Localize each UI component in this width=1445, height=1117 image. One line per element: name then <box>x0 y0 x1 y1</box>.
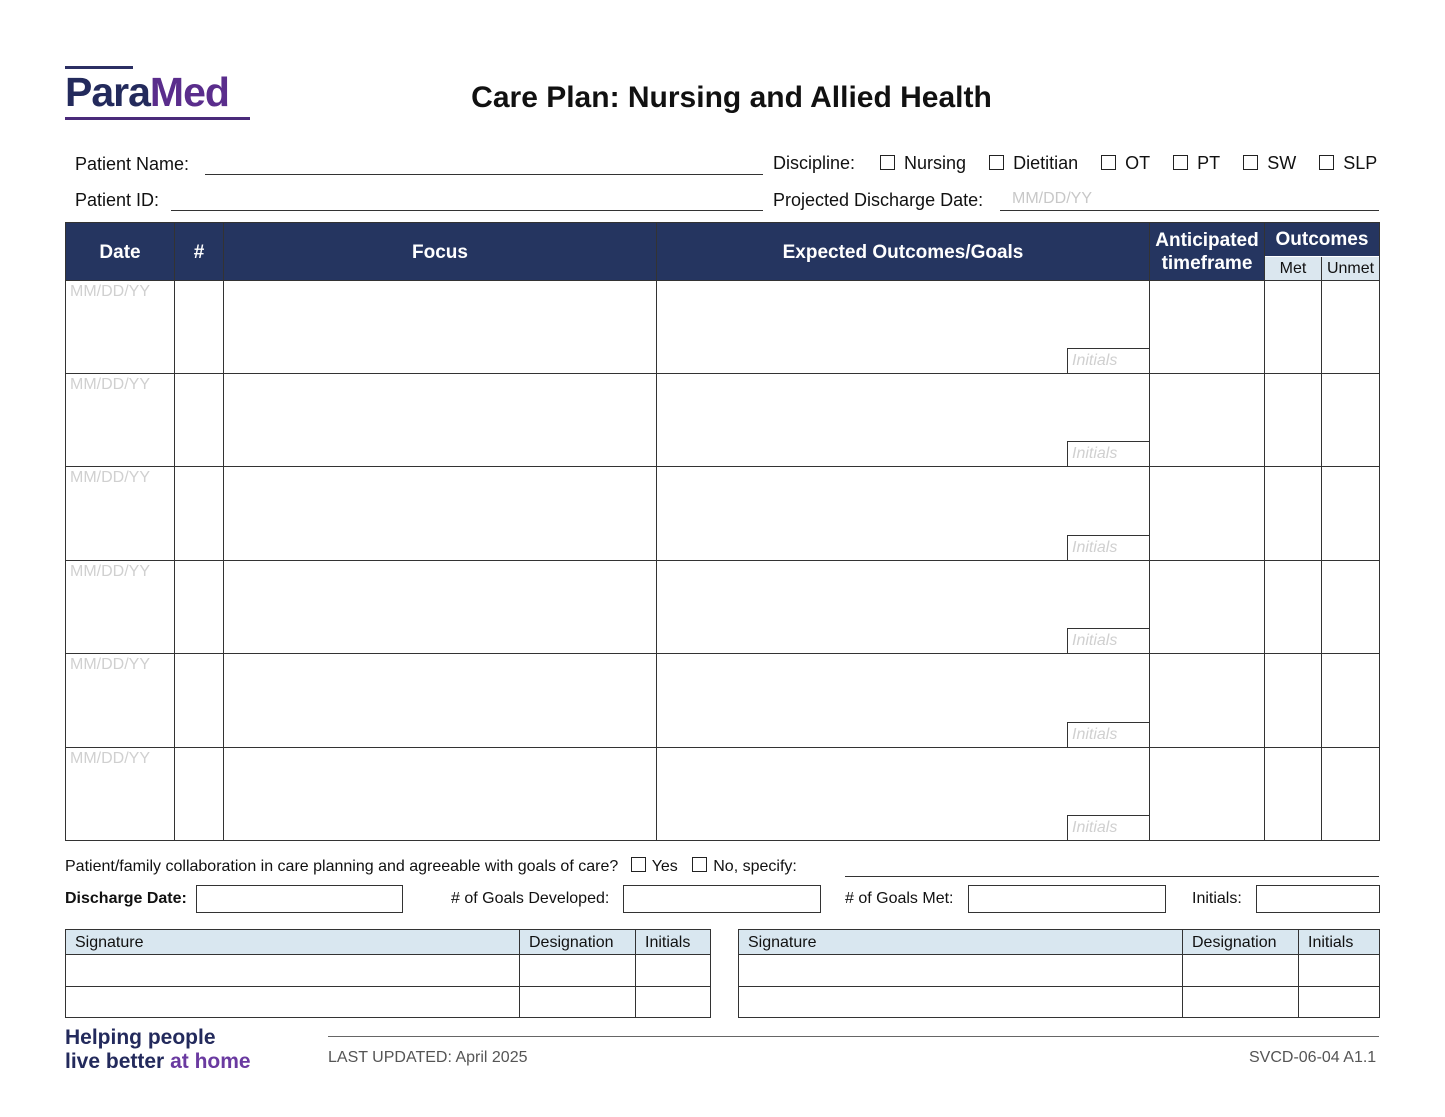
slp-checkbox[interactable] <box>1319 155 1334 170</box>
footer-divider <box>328 1036 1379 1037</box>
nursing-checkbox[interactable] <box>880 155 895 170</box>
footer-tagline: Helping people live better at home <box>65 1026 251 1073</box>
collab-specify-field[interactable] <box>845 876 1379 877</box>
discharge-date-input[interactable] <box>196 885 403 913</box>
row-3-initials-box[interactable]: Initials <box>1067 535 1149 560</box>
discipline-slp[interactable]: SLP <box>1319 152 1377 174</box>
header-unmet: Unmet <box>1322 257 1379 280</box>
patient-name-label: Patient Name: <box>75 154 190 174</box>
initials-label: Initials: <box>1192 890 1242 907</box>
header-focus: Focus <box>224 223 656 281</box>
goals-developed-input[interactable] <box>623 885 821 913</box>
projected-discharge-placeholder: MM/DD/YY <box>1012 190 1092 207</box>
form-code: SVCD-06-04 A1.1 <box>1249 1049 1377 1066</box>
discharge-date-label: Discharge Date: <box>65 890 187 907</box>
sig-left-header-initials: Initials <box>636 930 710 955</box>
header-date: Date <box>66 223 174 281</box>
sig-right-header-designation: Designation <box>1183 930 1299 955</box>
row-4-date-placeholder[interactable]: MM/DD/YY <box>70 563 150 580</box>
discipline-ot[interactable]: OT <box>1101 152 1150 174</box>
row-1-date-placeholder[interactable]: MM/DD/YY <box>70 283 150 300</box>
no-checkbox[interactable] <box>692 857 707 872</box>
goals-met-input[interactable] <box>968 885 1166 913</box>
sw-checkbox[interactable] <box>1243 155 1258 170</box>
ot-checkbox[interactable] <box>1101 155 1116 170</box>
row-3-date-placeholder[interactable]: MM/DD/YY <box>70 469 150 486</box>
yes-checkbox[interactable] <box>631 857 646 872</box>
header-timeframe: Anticipated timeframe <box>1150 223 1264 281</box>
header-goals: Expected Outcomes/Goals <box>657 223 1149 281</box>
row-2-initials-box[interactable]: Initials <box>1067 441 1149 466</box>
logo-wordmark: ParaMed <box>65 69 229 115</box>
discipline-row <box>773 152 1377 174</box>
pt-checkbox[interactable] <box>1173 155 1188 170</box>
projected-discharge-label: Projected Discharge Date: <box>773 190 984 210</box>
sig-left-row-2-signature[interactable] <box>66 987 519 1017</box>
header-number: # <box>175 223 223 281</box>
discipline-nursing[interactable]: Nursing <box>880 152 966 174</box>
row-4-initials-box[interactable]: Initials <box>1067 628 1149 653</box>
patient-id-field[interactable] <box>171 210 763 211</box>
sig-right-header-signature: Signature <box>739 930 1183 955</box>
signature-table-right <box>738 929 1380 1018</box>
row-5-initials-box[interactable]: Initials <box>1067 722 1149 747</box>
sig-right-row-1-signature[interactable] <box>739 956 1182 986</box>
sig-left-header-designation: Designation <box>520 930 636 955</box>
projected-discharge-field[interactable] <box>1000 210 1379 211</box>
care-plan-table <box>65 222 1380 841</box>
goals-met-label: # of Goals Met: <box>845 890 954 907</box>
collab-no[interactable]: No, specify: <box>692 858 797 875</box>
header-met: Met <box>1265 257 1321 280</box>
header-outcomes: Outcomes <box>1265 223 1379 281</box>
sig-right-header-initials: Initials <box>1299 930 1379 955</box>
row-5-date-placeholder[interactable]: MM/DD/YY <box>70 656 150 673</box>
dietitian-checkbox[interactable] <box>989 155 1004 170</box>
patient-id-label: Patient ID: <box>75 190 160 210</box>
sig-left-row-1-signature[interactable] <box>66 956 519 986</box>
discipline-sw[interactable]: SW <box>1243 152 1296 174</box>
row-6-initials-box[interactable]: Initials <box>1067 815 1149 840</box>
page-title: Care Plan: Nursing and Allied Health <box>471 81 992 114</box>
initials-input[interactable] <box>1256 885 1380 913</box>
discipline-dietitian[interactable]: Dietitian <box>989 152 1078 174</box>
collaboration-question: Patient/family collaboration in care planning and agreeable with goals of care? <box>65 858 619 875</box>
row-2-date-placeholder[interactable]: MM/DD/YY <box>70 376 150 393</box>
goals-developed-label: # of Goals Developed: <box>451 890 610 907</box>
signature-table-left <box>65 929 711 1018</box>
sig-right-row-2-signature[interactable] <box>739 987 1182 1017</box>
row-6-date-placeholder[interactable]: MM/DD/YY <box>70 750 150 767</box>
discipline-pt[interactable]: PT <box>1173 152 1220 174</box>
discipline-label: Discipline: <box>773 153 856 173</box>
collab-yes[interactable]: Yes <box>631 858 678 875</box>
sig-left-header-signature: Signature <box>66 930 520 955</box>
row-1-initials-box[interactable]: Initials <box>1067 348 1149 373</box>
collaboration-row <box>65 857 797 877</box>
patient-name-field[interactable] <box>205 174 763 175</box>
last-updated: LAST UPDATED: April 2025 <box>328 1049 528 1066</box>
